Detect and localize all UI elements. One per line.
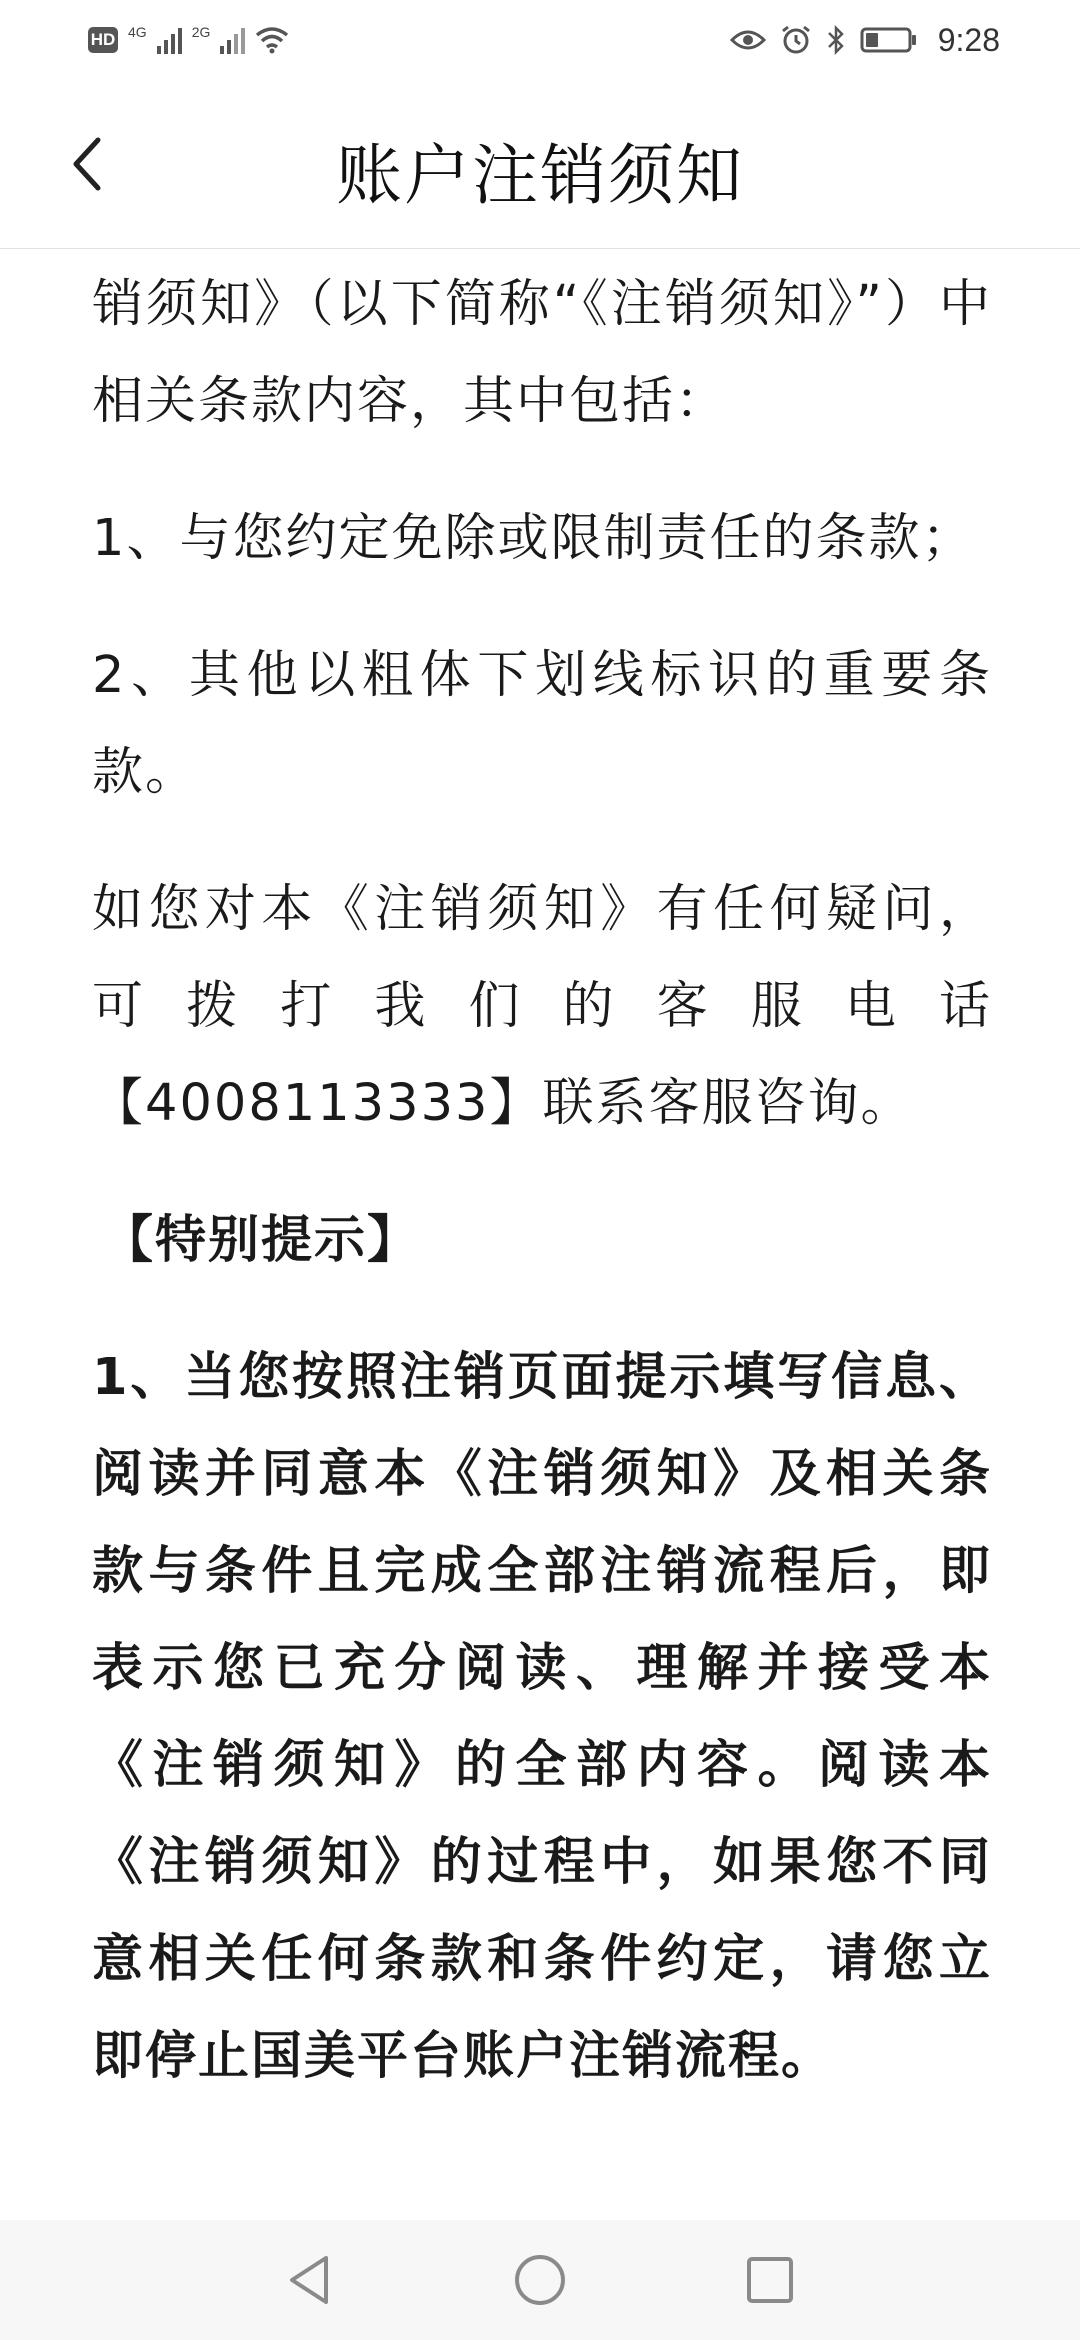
nav-back-button[interactable]	[278, 2248, 342, 2312]
notice-body	[92, 249, 992, 2145]
alarm-icon	[780, 24, 812, 56]
battery-icon	[860, 26, 918, 54]
status-right-group	[730, 20, 1000, 60]
square-recents-icon	[745, 2255, 795, 2305]
network-2g-label: 2G	[191, 24, 211, 40]
status-time: 9:28	[937, 21, 1000, 58]
eye-icon	[730, 26, 766, 54]
bluetooth-icon	[826, 24, 846, 56]
title-bar	[0, 80, 1080, 249]
special-notice-heading: 【特别提示】	[102, 1211, 421, 1270]
signal-2g-icon	[220, 26, 245, 54]
hd-icon: HD	[88, 27, 118, 53]
content-scroll-area[interactable]	[0, 249, 1080, 2209]
nav-recents-button[interactable]	[738, 2248, 802, 2312]
wifi-icon	[255, 26, 289, 54]
circle-home-icon	[512, 2252, 568, 2308]
network-4g-label: 4G	[128, 24, 147, 40]
intro-paragraph: 销须知》（以下简称“《注销须知》”）中相关条款内容，其中包括：	[92, 275, 992, 431]
status-left-group	[88, 20, 289, 60]
system-navigation-bar	[0, 2220, 1080, 2340]
clause-item-1: 1、与您约定免除或限制责任的条款；	[92, 509, 975, 568]
contact-paragraph: 如您对本《注销须知》有任何疑问，可拨打我们的客服电话【4008113333】联系客服咨询。	[92, 880, 992, 1133]
special-notice-item-1: 1、当您按照注销页面提示填写信息、阅读并同意本《注销须知》及相关条款与条件且完成全部注销流程后，即表示您已充分阅读、理解并接受本《注销须知》的全部内容。阅读本《注销须知》的过程中，如果您不同意相关任何条款和条件约定，请您立即停止国美平台账户注销流程。	[92, 1348, 992, 2086]
clause-item-2: 2、其他以粗体下划线标识的重要条款。	[92, 646, 992, 802]
page-title: 账户注销须知	[336, 137, 744, 214]
status-bar	[0, 0, 1080, 80]
signal-4g-icon	[157, 26, 182, 54]
nav-home-button[interactable]	[508, 2248, 572, 2312]
triangle-back-icon	[286, 2254, 334, 2306]
